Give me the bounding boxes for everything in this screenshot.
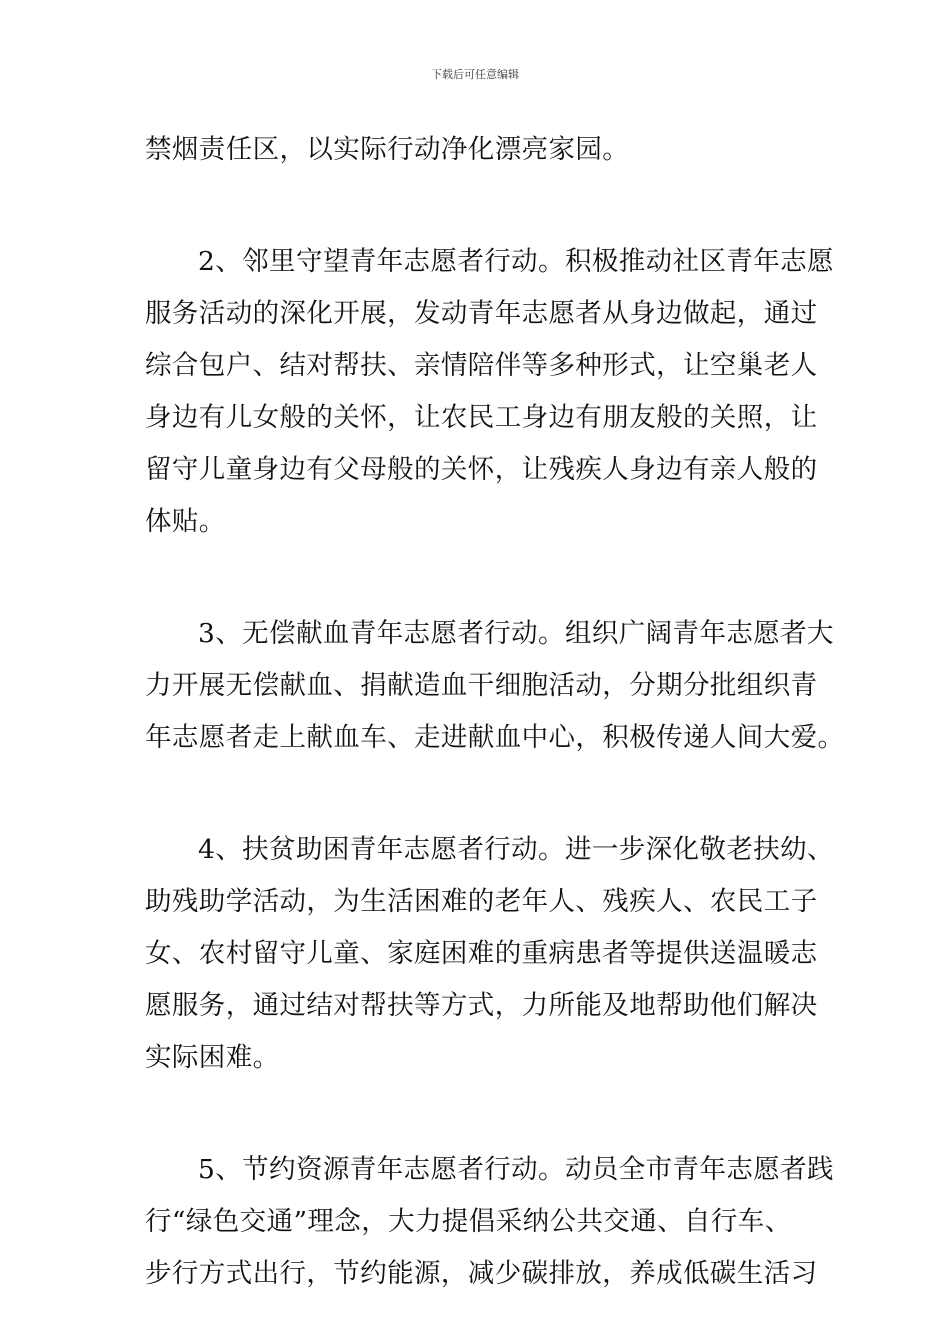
paragraph-line: 力开展无偿献血、捐献造血干细胞活动，分期分批组织青 (145, 670, 818, 701)
paragraph-line: 4、扶贫助困青年志愿者行动。进一步深化敬老扶幼、 (198, 834, 834, 865)
paragraph-line: 综合包户、结对帮扶、亲情陪伴等多种形式，让空巢老人 (145, 350, 818, 381)
paragraph-line: 服务活动的深化开展，发动青年志愿者从身边做起，通过 (145, 298, 818, 329)
paragraph-line: 年志愿者走上献血车、走进献血中心，积极传递人间大爱。 (145, 722, 845, 753)
paragraph-line: 实际困难。 (145, 1042, 280, 1073)
paragraph-line: 行“绿色交通”理念，大力提倡采纳公共交通、自行车、 (145, 1206, 792, 1237)
paragraph-line: 女、农村留守儿童、家庭困难的重病患者等提供送温暖志 (145, 938, 818, 969)
paragraph-gap (145, 764, 809, 824)
paragraph-5 (145, 1144, 834, 1300)
paragraph-line: 步行方式出行，节约能源，减少碳排放，养成低碳生活习 (145, 1258, 818, 1289)
paragraph-line: 留守儿童身边有父母般的关怀，让残疾人身边有亲人般的 (145, 454, 818, 485)
paragraph-2 (145, 236, 834, 548)
paragraph-line: 助残助学活动，为生活困难的老年人、残疾人、农民工子 (145, 886, 818, 917)
paragraph-gap (145, 1084, 809, 1144)
document-body (145, 124, 845, 1300)
paragraph-4 (145, 824, 834, 1084)
paragraph-gap (145, 176, 809, 236)
header-note: 下载后可任意编辑 (431, 68, 519, 81)
paragraph-line: 5、节约资源青年志愿者行动。动员全市青年志愿者践 (198, 1154, 834, 1185)
paragraph-3 (145, 608, 845, 764)
paragraph-line: 身边有儿女般的关怀，让农民工身边有朋友般的关照，让 (145, 402, 818, 433)
paragraph-line: 3、无偿献血青年志愿者行动。组织广阔青年志愿者大 (198, 618, 834, 649)
paragraph-line: 愿服务，通过结对帮扶等方式，力所能及地帮助他们解决 (145, 990, 818, 1021)
paragraph-line: 2、邻里守望青年志愿者行动。积极推动社区青年志愿 (198, 246, 834, 277)
paragraph-line: 体贴。 (145, 506, 226, 537)
paragraph-line: 禁烟责任区，以实际行动净化漂亮家园。 (145, 134, 630, 165)
paragraph-gap (145, 548, 809, 608)
